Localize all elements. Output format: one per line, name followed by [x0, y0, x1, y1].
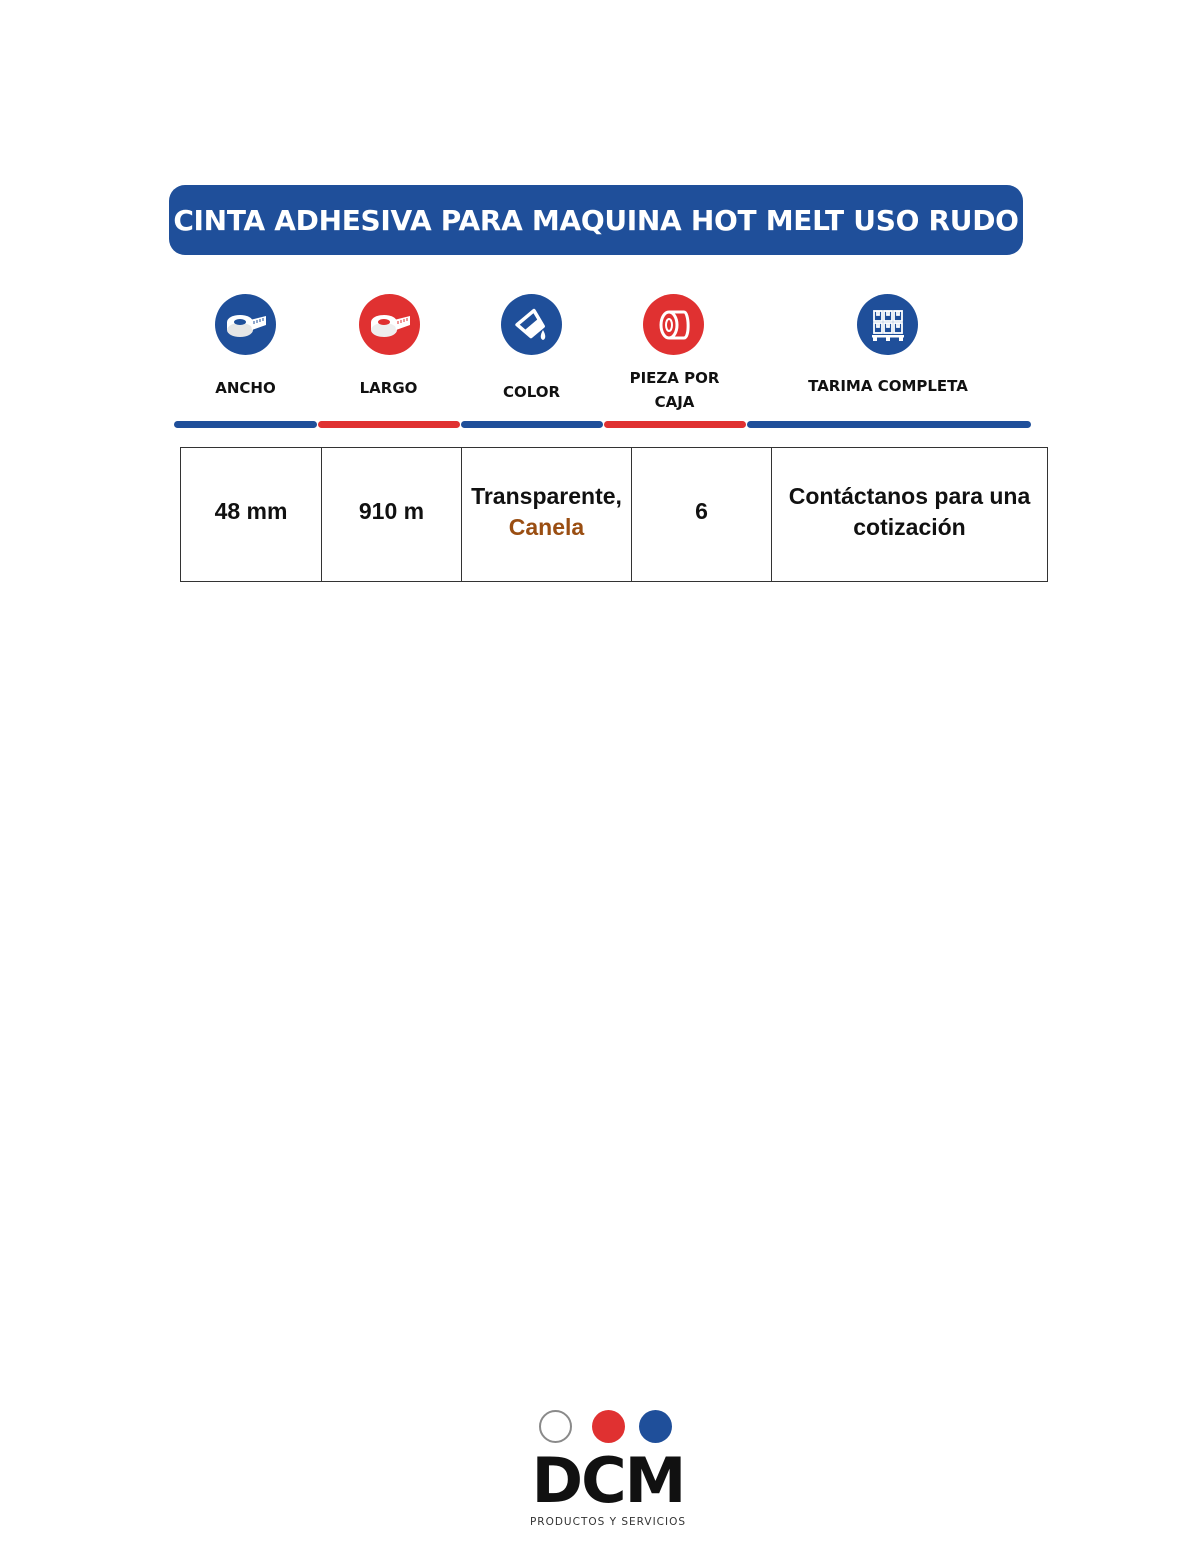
value-color	[462, 448, 632, 582]
value-ancho: 48 mm	[181, 448, 322, 582]
logo-tagline: PRODUCTOS Y SERVICIOS	[529, 1516, 687, 1528]
divider-blue	[174, 421, 317, 428]
value-color-canela: Canela	[508, 513, 585, 540]
logo-dot-white	[539, 1410, 572, 1443]
title-banner	[169, 185, 1023, 255]
divider-blue	[461, 421, 603, 428]
tape-roll-icon	[643, 294, 704, 355]
value-tarima-contact: Contáctanos para una cotización	[772, 448, 1048, 582]
spec-label-pieza-por: PIEZA POR	[629, 369, 720, 387]
value-pieza-por-caja: 6	[632, 448, 772, 582]
value-largo: 910 m	[322, 448, 462, 582]
pallet-boxes-icon	[857, 294, 918, 355]
table-row	[181, 448, 1048, 582]
tape-measure-icon	[359, 294, 420, 355]
divider-red	[318, 421, 460, 428]
divider-red	[604, 421, 746, 428]
tape-measure-icon	[215, 294, 276, 355]
spec-label-color: COLOR	[502, 383, 561, 401]
spec-label-largo: LARGO	[359, 379, 418, 397]
spec-values-table	[180, 447, 1048, 582]
page-title: CINTA ADHESIVA PARA MAQUINA HOT MELT USO RUDO	[173, 203, 1019, 237]
dcm-logo	[528, 1410, 688, 1530]
spec-label-tarima: TARIMA COMPLETA	[808, 377, 968, 395]
logo-dot-blue	[639, 1410, 672, 1443]
divider-blue	[747, 421, 1031, 428]
logo-brand: DCM	[531, 1444, 685, 1517]
paint-bucket-icon	[501, 294, 562, 355]
spec-label-ancho: ANCHO	[215, 379, 276, 397]
spec-label-caja: CAJA	[654, 393, 695, 411]
logo-dot-red	[592, 1410, 625, 1443]
value-color-transparente: Transparente,	[471, 482, 622, 509]
